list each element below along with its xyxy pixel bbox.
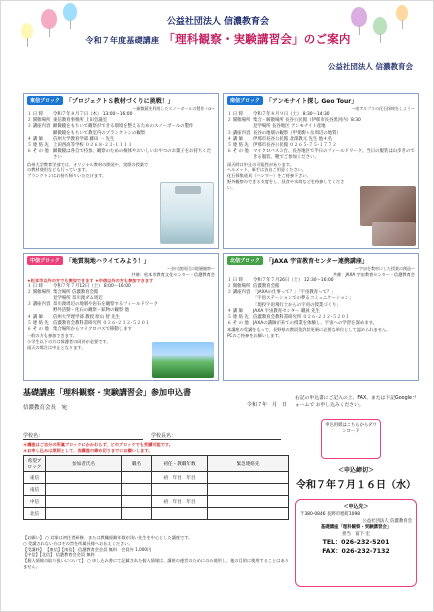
download-text: 申込用紙はこちらからダウンロード [325, 423, 377, 434]
note-item: 小学生以下の方は保護者の同伴が必要です。 [27, 339, 111, 345]
title-main: 「理科観察・実験講習会」のご案内 [163, 32, 351, 46]
block-note: 信州大学教育学部では、オリジナル教材の開発や、実際の授業での教材使用なども行っています。 [27, 161, 149, 173]
block-rows [27, 284, 215, 334]
participant-name-input[interactable] [46, 484, 122, 496]
table-header-row [24, 456, 289, 472]
block-rows [227, 112, 415, 162]
highlight-1: ★松本市以外の方でも参加できます [27, 277, 94, 283]
info-value: 「現役宇宙飛行士からの宇宙の授業づくり」 [253, 302, 341, 308]
info-value: 信濃教育会教科書研究所 ０２６-２３２-５２０１ [253, 315, 350, 321]
info-key: ３ 講座内容 [227, 130, 251, 136]
note-item: PCのご持参をお願いします。 [227, 333, 283, 339]
org-name: 公益社団法人 信濃教育会 [166, 17, 270, 27]
block-rows [227, 278, 415, 328]
position-input[interactable] [122, 484, 152, 496]
emergency-contact-input[interactable] [208, 484, 289, 496]
form-warning [23, 442, 289, 454]
block-lead: 共催：松本市教育文化センター・信濃教育会 [131, 272, 215, 277]
registration-table [23, 455, 289, 520]
info-key: ５ 連 絡 先 [27, 320, 49, 326]
note-item: 【個人情報の取り扱いについて】 ○ 申し込み書にて記載された個人情報は、講座の運営のためにのみ使用し、他の目的に使用することはありません。 [23, 558, 289, 569]
info-value: 集合場所 信濃教育会館 [53, 289, 99, 295]
info-value: 見学場所 奈川渡ダム周辺 [53, 296, 103, 301]
position-input[interactable] [122, 508, 152, 520]
block-subtitle: ～南アルプスの化石探検をしよう～ [351, 106, 415, 111]
landscape-photo [152, 342, 214, 378]
submission-instructions: 右記の申込書にご記入の上、FAX、または下記Googleフォームで お申し込みください。 [295, 396, 417, 408]
block-title: 「JAXA 宇宙教育センター連携講座」 [265, 258, 368, 265]
jar-lid [175, 186, 201, 194]
position-input[interactable] [122, 472, 152, 484]
contact-fax: FAX：026-232-7132 [322, 548, 390, 556]
info-key: ３ 講座内容 [227, 290, 251, 296]
col-block: 希望ブロック [24, 456, 46, 472]
info-value: 信濃教育会教科書研究所 ０２６-２３２-５２０１ [53, 320, 150, 326]
info-value: 集合場所からマイクロバスで移動します [53, 327, 132, 333]
block-subtitle: ～顕微鏡を利用したスノーボールの製作＋α～ [132, 106, 215, 111]
col-position: 職名 [122, 456, 152, 472]
south-block [223, 93, 419, 249]
block-subtitle: ～宇宙を教材にした授業の創造～ [355, 266, 415, 271]
info-key: ４ 講 師 [227, 136, 243, 142]
form-title: 基礎講座「理科観察・実験講習会」参加申込書 [23, 388, 191, 397]
info-value: 「宇宙ステーションでの夢るコミュニケーション」 [253, 296, 354, 302]
info-key: １ 日 時 [227, 277, 243, 283]
info-key: ６ そ の 他 [227, 149, 249, 155]
contact-box [295, 499, 417, 587]
block-tag: 東信ブロック [27, 96, 63, 105]
info-value: 信州大学理学部 教授 原山 智 先生 [53, 314, 121, 320]
block-notes [227, 327, 415, 339]
note-item: 一般の方も参加できます。 [27, 333, 77, 339]
info-value: マイクロバス３台、長谷地区で半日のフィールドワーク。当日の服装は山歩きのできる服装、靴でご参加ください。 [253, 149, 415, 161]
table-row [24, 496, 289, 508]
info-key: ５ 連 絡 先 [27, 143, 49, 149]
table-row [24, 472, 289, 484]
info-value: 顕微鏡をもちいて観察ができる環境を整えるためのスノーボールの製作 [53, 124, 194, 130]
info-value: 東信教育事務所 上田会議室 [53, 118, 108, 124]
col-years: 初任・教職年数 [152, 456, 208, 472]
registration-table-body [24, 472, 289, 520]
info-value: JAXAの講師が来ての授業を体験し、宇宙への学習を深めます。 [253, 321, 378, 327]
emergency-contact-input[interactable] [208, 472, 289, 484]
info-value: 奈川渡周辺の地層や岩石を観察するフィールドワーク [53, 302, 158, 308]
warning-2: ＊お申し込みは原則として、各講座の締め切りまでにお願いします。 [23, 448, 153, 453]
years-cell[interactable] [152, 508, 208, 520]
position-input[interactable] [122, 496, 152, 508]
info-key: ４ 講 師 [27, 314, 43, 320]
emergency-contact-input[interactable] [208, 508, 289, 520]
years-cell[interactable] [152, 484, 208, 496]
info-value: 顕微鏡をもちいて教室内のプランクトンの観察 [53, 130, 146, 136]
info-value: 伊那市長谷公民館 ０２６５-７５-１７７２ [253, 143, 337, 149]
contact-title: ＜申込先＞ [343, 504, 369, 510]
contact-person: 担当 富下 宏 [342, 531, 370, 537]
block-title: 「アンモナイト探し Geo Tour」 [265, 98, 358, 105]
info-key: ６ そ の 他 [227, 321, 249, 327]
note-item: ヘルメット、軍手は各自ご用意ください。 [227, 167, 307, 173]
block-cell: 南信 [24, 484, 46, 496]
col-name: 参加者氏名 [46, 456, 122, 472]
note-item: 雨天の場合は中止となります。 [27, 344, 86, 350]
middle-block [23, 253, 219, 381]
note-item: 野外観察のできる支度をし、昼食や水筒などを持参してください。 [227, 179, 345, 190]
info-value: 集合・解散場所 長谷公民館（伊那市長谷黒河内）8:30 [253, 118, 361, 124]
block-title-row [27, 96, 215, 105]
info-value: 令和７年７月26日（土） 12:30～16:00 [253, 277, 334, 283]
block-title-row [227, 96, 415, 105]
info-value: 信州大学教育学部 藤田 一 先生 [53, 136, 115, 142]
deadline-date: 令和７年７月１６日（水） [296, 480, 416, 491]
page-title [1, 31, 434, 47]
note-item: 【お願い】 ○ 対象は初任者研修、または教職経験年数が浅い先生を中心とした講座です。 [23, 535, 193, 540]
form-recipient: 信濃教育会長 宛 [23, 405, 68, 411]
info-key: ５ 連 絡 先 [227, 315, 249, 321]
info-key: ２ 開催場所 [27, 289, 51, 295]
participant-name-input[interactable] [46, 472, 122, 484]
years-cell[interactable]: 初 年目 年目 [152, 472, 208, 484]
block-subtitle: ～奈川渡周辺の地層観察～ [167, 266, 215, 271]
info-key: １ 日 時 [27, 112, 43, 117]
block-notes [227, 162, 351, 191]
block-title-row [227, 256, 415, 265]
info-value: 見学場所 長谷地区 アンモナイト産地 [253, 124, 326, 130]
info-value: 信濃教育会館 [253, 284, 280, 289]
table-row [24, 508, 289, 520]
info-value: JAXA 宇宙教育センター 職員 先生 [253, 308, 320, 314]
school-name-field[interactable] [23, 432, 143, 440]
info-value: 野外活動・化石の観察・鉱物の観察 他 [53, 308, 130, 314]
info-key: １ 日 時 [227, 112, 243, 117]
info-key: ２ 開催場所 [27, 118, 51, 124]
info-value: 顕微鏡は各自で持参。観察のための検体やおいしいおやつのお菓子をお持ちください [53, 149, 212, 161]
info-key: ２ 開催場所 [227, 284, 251, 289]
info-value: 令和７年８月９日（土） 8:30～14:30 [253, 112, 330, 117]
block-title: 「地質現地ハライてみよう！」 [65, 258, 150, 265]
years-cell[interactable]: 初 年目 年目 [152, 496, 208, 508]
contact-tel: TEL：026-232-5201 [322, 539, 390, 547]
info-key: ５ 連 絡 先 [227, 143, 249, 149]
info-key: ４ 講 師 [27, 136, 43, 142]
east-block [23, 93, 219, 249]
block-cell: 東信 [24, 472, 46, 484]
jar-photo [160, 182, 214, 244]
info-value: 令和７年８月７日（木） 13:00～16:00 [53, 112, 133, 117]
info-key: ３ 講座内容 [27, 302, 51, 308]
info-key: ２ 開催場所 [227, 118, 251, 124]
info-key: １ 日 時 [27, 283, 43, 289]
participant-name-input[interactable] [46, 496, 122, 508]
info-key: ３ 講座内容 [27, 124, 51, 130]
org-name-right: 公益社団法人 信濃教育会 [327, 62, 413, 71]
info-row [227, 149, 415, 161]
application-form [23, 387, 289, 587]
info-row [27, 149, 215, 161]
block-title-row [27, 256, 215, 265]
title-prefix: 令和７年度基礎講座 [85, 36, 160, 45]
block-lead: 共催：JAXA 宇宙教育センター・信濃教育会 [332, 272, 415, 277]
block-note: プランクトンはお持ち帰りいただけます。 [27, 173, 107, 179]
deadline-label: ＜申込締切＞ [337, 467, 374, 474]
note-item: 【受講料】 【東信】【南信】 信濃教育会会員 無料 会員外 1,000円 [23, 546, 152, 552]
note-item: 化石採集道具（ハンマー）をご持参下さい。 [227, 173, 311, 179]
geology-photo [360, 186, 416, 226]
warning-1: ＊講座はご自分の所属ブロックにかかわらず、どのブロックでも受講可能です。 [23, 442, 173, 447]
deadline [295, 465, 417, 491]
north-block [223, 253, 419, 381]
col-contact: 緊急連絡先 [208, 456, 289, 472]
block-tag: 南信ブロック [227, 96, 263, 105]
table-row [24, 484, 289, 496]
note-item: ○ 受講されない方はその旨を所属長様へお伝えください。 [23, 540, 133, 546]
info-value: 「JAXAの仕事って？」「宇宙教育って？」 [253, 290, 336, 296]
principal-label: 学校長名： [151, 433, 177, 439]
block-title: 「プロジェクトＳ教材づくりに挑戦！」 [65, 98, 174, 105]
emergency-contact-input[interactable] [208, 496, 289, 508]
info-value: 上田西高等学校 ０２６８-２３-１１１１ [53, 143, 133, 149]
info-value: 令和７年７月12日（土） 8:00～16:00 [53, 283, 131, 289]
block-cell: 中信 [24, 496, 46, 508]
note-item: 雨天時は中止の可能性があります。 [227, 161, 294, 167]
contact-dept: 基礎講座「理科観察・実験講習会」 [320, 525, 392, 531]
form-date: 令和７年 月 日 [246, 402, 287, 408]
form-notes [23, 535, 289, 570]
fossil-photo [372, 222, 416, 246]
block-notes [27, 333, 137, 350]
info-key: ４ 講 師 [227, 308, 243, 314]
contact-address: 〒380-0846 長野市旭町1098 [300, 512, 361, 518]
contact-org: 公益社団法人 信濃教育会 [362, 518, 412, 524]
school-label: 学校名： [23, 433, 44, 439]
info-value: 伊那市長谷公民館 北澤教元 先生 他４名 [253, 136, 332, 142]
block-rows [27, 112, 215, 162]
note-item: 【中信】【北信】 信濃教育会会員 無料 [23, 552, 95, 558]
principal-name-field[interactable] [151, 432, 281, 440]
header [1, 1, 434, 79]
download-box[interactable] [321, 419, 381, 459]
highlight-2: ★中信以外の方も参加できます [95, 277, 154, 283]
block-tag: 中信ブロック [27, 256, 63, 265]
participant-name-input[interactable] [46, 508, 122, 520]
block-cell: 北信 [24, 508, 46, 520]
info-key: ６ そ の 他 [27, 149, 49, 155]
info-key: ６ そ の 他 [27, 327, 49, 333]
block-tag: 北信ブロック [227, 256, 263, 265]
info-value: 長谷の地層の観察（甲斐駒ヶ岳周辺の地質） [253, 130, 341, 136]
note-item: 本講座の受講をもって、長野県の教員免許状更新に必要な単位として認められません。 [227, 327, 391, 333]
